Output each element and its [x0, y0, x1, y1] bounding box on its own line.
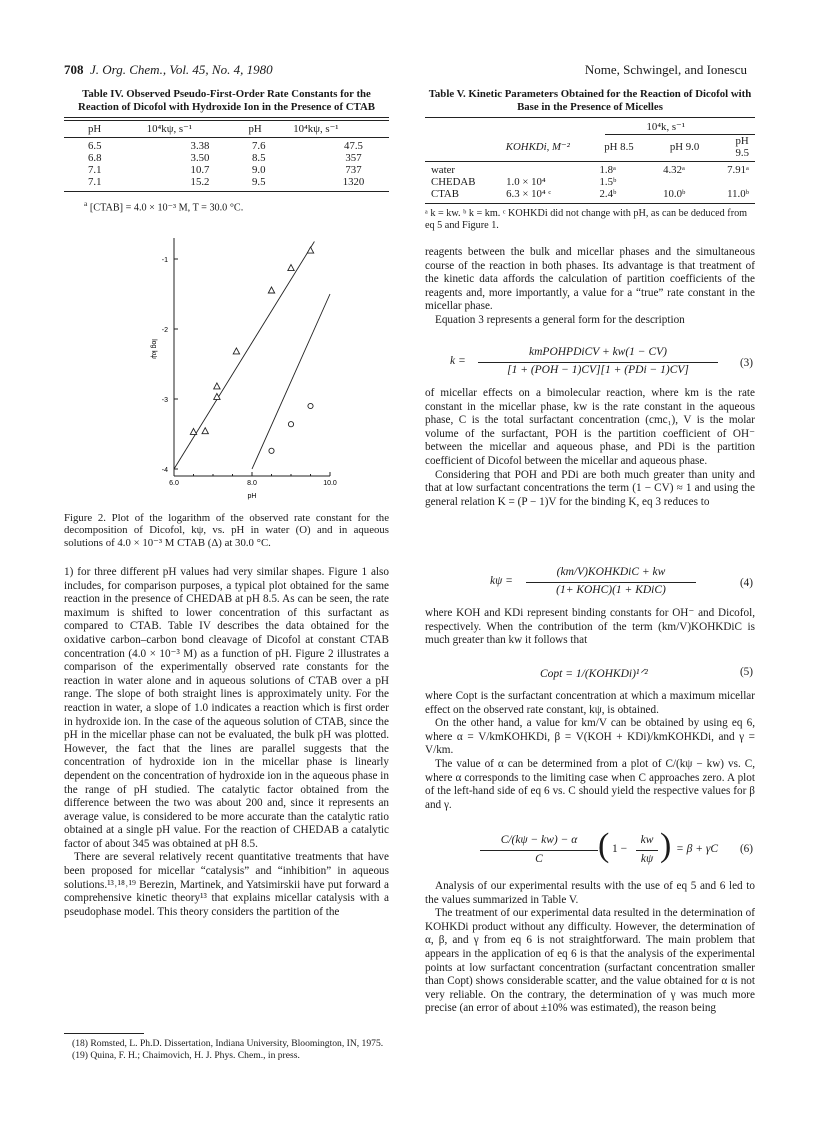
table-cell: 3.38	[190, 140, 210, 152]
table-iv	[64, 88, 389, 214]
table-cell: 47.5	[344, 140, 363, 152]
equation-4-lhs: kψ =	[490, 575, 513, 587]
table-cell: 357	[345, 152, 362, 164]
table-cell: 737	[345, 164, 362, 176]
paragraph: Equation 3 represents a general form for the description	[435, 313, 685, 326]
data-point-circle	[269, 448, 274, 453]
y-tick-label: -3	[161, 397, 168, 404]
x-tick-label: 10.0	[323, 480, 337, 487]
right-column-text-5	[425, 880, 755, 1016]
reference-item: (19) Quina, F. H.; Chaimovich, H. J. Phys. Chem., in press.	[72, 1049, 300, 1061]
reference-item: (18) Romsted, L. Ph.D. Dissertation, Indiana University, Bloomington, IN, 1975.	[72, 1038, 384, 1049]
table-cell: 9.5	[252, 176, 266, 188]
table-header: pH 9.0	[669, 141, 700, 153]
table-cell	[657, 176, 721, 188]
table-row	[64, 164, 389, 176]
right-column-text-2	[425, 387, 755, 509]
table-cell	[721, 176, 755, 188]
running-header-left	[64, 62, 273, 78]
paragraph: There are several relatively recent quantitative treatments that have been proposed for micellar “catalysis” and “inhibition” in aqueous solutions.¹³˒¹⁸˒¹⁹ Berezin, Martinek, and Yatsimirskii have put forward a comprehensive kinetic theory¹³ that explains micellar catalysis with a pseudophase model. This theory considers the partition of the	[64, 851, 389, 918]
table-header: pH 9.5	[735, 135, 749, 159]
equation-6-paren-right: )	[660, 827, 672, 864]
equation-6-numerator: C/(kψ − kw) − α	[500, 834, 578, 846]
equation-6-one-minus: 1 −	[612, 843, 628, 855]
table-cell: 7.1	[88, 176, 102, 188]
data-point-circle	[308, 403, 313, 408]
y-axis-label: log kψ	[150, 339, 157, 359]
table-v	[425, 88, 755, 232]
table-cell: 1.8ᵃ	[599, 164, 616, 176]
table-cell: 6.5	[88, 140, 102, 152]
equation-3-denominator: [1 + (POH − 1)CV][1 + (PDi − 1)CV]	[507, 364, 689, 376]
table-row	[64, 140, 389, 152]
equation-4-denominator: (1+ KOHC)(1 + KDiC)	[556, 584, 666, 596]
table-iv-caption: Table IV. Observed Pseudo-First-Order Rate Constants for the Reaction of Dicofol with Hydroxide Ion in the Presence of CTAB	[78, 88, 375, 113]
table-row	[425, 188, 755, 200]
table-cell: 11.0ᵇ	[727, 188, 749, 200]
y-tick-label: -4	[161, 467, 168, 474]
table-v-grid	[425, 135, 755, 159]
equation-6-kpsi: kψ	[640, 853, 654, 865]
right-column-text-1	[425, 246, 755, 328]
equation-5-number: (5)	[739, 666, 753, 678]
equation-3-numerator: kmPOHPDiCV + kw(1 − CV)	[529, 346, 667, 358]
fit-line	[252, 294, 330, 469]
table-v-footnote: ᵃ k = kw. ᵇ k = km. ᶜ KOHKDi did not change with pH, as can be deduced from eq 5 and Figure 1.	[425, 208, 748, 231]
table-header: pH	[248, 123, 262, 135]
table-header: pH	[88, 123, 102, 135]
paragraph: where Copt is the surfactant concentration at which a maximum micellar effect on the observed rate constant, kψ, is obtained.	[425, 690, 755, 716]
table-cell: 3.50	[190, 152, 210, 164]
table-iv-footnote: $^a$ [CTAB] = 4.0 × 10⁻³ M, T = 30.0 °C.	[84, 199, 244, 214]
data-point-triangle	[214, 383, 220, 389]
equation-6-kw: kw	[640, 834, 654, 846]
left-column-text	[64, 566, 389, 919]
equation-6-denominator: C	[535, 853, 543, 865]
equation-3-number: (3)	[739, 357, 753, 369]
equation-4-number: (4)	[739, 577, 753, 589]
table-cell: water	[431, 164, 455, 176]
y-tick-label: -2	[161, 327, 168, 334]
y-tick-label: -1	[161, 257, 168, 264]
table-cell: CHEDAB	[431, 176, 476, 188]
table-header: 10⁴kψ, s⁻¹	[146, 123, 193, 135]
page-number: 708	[64, 62, 84, 77]
paragraph: of micellar effects on a bimolecular reaction, where km is the rate constant in the micellar phase, kw is the rate constant in the aqueous phase, C is the total surfactant concentration (cmc₁), V is the molar volume of the surfactant, POH is the partition coefficient of OH⁻ between the micellar and aqueous phase, and PDi is the partition coefficient of Dicofol between the micellar and aqueous phase.	[425, 387, 755, 467]
x-tick-label: 6.0	[169, 480, 179, 487]
paragraph: The value of α can be determined from a plot of C/(kψ − kw) vs. C, where α corresponds to the limiting case when C approaches zero. A plot of the left-hand side of eq 6 vs. C should yield the respective values for β and γ.	[425, 757, 755, 811]
data-point-triangle	[288, 265, 294, 271]
data-point-triangle	[190, 428, 196, 434]
table-cell: 4.32ᵃ	[663, 164, 685, 176]
table-v-group-header: 10⁴k, s⁻¹	[646, 121, 685, 133]
paragraph: On the other hand, a value for km/V can be obtained by using eq 6, where α = V/kmKOHKDi, β = V(KOH + KDi)/kmKOHKDi, and γ = V/km.	[425, 717, 755, 757]
equation-5: Copt = 1/(KOHKDi)¹ᐟ²	[540, 668, 648, 680]
table-header: 10⁴kψ, s⁻¹	[293, 123, 339, 135]
table-row	[64, 152, 389, 164]
table-cell: 1320	[342, 176, 365, 188]
right-column-text-3	[425, 607, 755, 648]
table-cell: 8.5	[252, 152, 266, 164]
table-cell: CTAB	[431, 188, 459, 200]
paragraph: The treatment of our experimental data resulted in the determination of KOHKDi product without any difficulty. However, the determination of α, β, and γ from eq 6 is not straightforward. The main problem that appears in the application of eq 6 is that the analysis of the experimental points at low surfactant concentration (surfactant concentration smaller than Copt) shows considerable scatter, and the value obtained for α is not very reliable. On the contrary, the determination of γ was much more precise (an error of about ±10% was estimated), the reason being	[425, 907, 755, 1015]
paragraph: 1) for three different pH values had very similar shapes. Figure 1 also includes, for comparison purposes, a typical plot obtained for the same reaction in the presence of CHEDAB at pH 8.5. As can be seen, the rate maximum is shifted to lower concentration of this surfactant as compared to CTAB. Table IV describes the data obtained for the oxidative carbon–carbon bond cleavage of Dicofol at constant CTAB concentration (4.0 × 10⁻³ M) as a function of pH. Figure 2 illustrates a comparison of the experimentally observed rate constants for the reaction in water alone and in aqueous solutions of CTAB over a pH range. The slope of both straight lines is approximately unity. For the reaction in water, a slope of 1.0 indicates a reaction which is first order in hydroxide ion. In the case of the aqueous solution of CTAB, since the pH in the micellar phase can not be evaluated, the bulk pH was plotted. However, the fact that the lines are parallel suggests that the concentration of hydroxide ion in the micellar phase is linearly dependent on the concentration of hydroxide ion in the aqueous phase in the range of pH studied. The catalytic factor obtained from the difference between the two was about 200 and, since it represents an average value, is considered to be more accurate than the catalytic ratio obtained at a single pH value. For the reaction of CHEDAB a catalytic factor of about 345 was obtained at pH 8.5.	[64, 566, 389, 850]
x-tick-label: 8.0	[247, 480, 257, 487]
x-axis-label: pH	[247, 493, 257, 500]
table-v-caption: Table V. Kinetic Parameters Obtained for the Reaction of Dicofol with Base in the Presence of Micelles	[428, 88, 752, 113]
table-row	[64, 123, 389, 135]
table-header: pH 8.5	[604, 141, 634, 153]
table-cell: 10.0ᵇ	[663, 188, 686, 200]
paragraph: where KOH and KDi represent binding constants for OH⁻ and Dicofol, respectively. When the contribution of the term (km/V)KOHKDiC is much greater than kw it follows that	[425, 607, 755, 647]
equation-6-number: (6)	[739, 843, 753, 855]
equation-6-paren-left: (	[598, 827, 610, 864]
table-v-body	[425, 164, 755, 200]
right-column-text-4	[425, 690, 755, 812]
paragraph: reagents between the bulk and micellar phases and the simultaneous course of the reaction in both phases. Its advantage is that treatment of the kinetic data affords the calculation of partition coefficients of the reagents and, more importantly, a value for a “true” rate constant in the micellar phase.	[425, 246, 755, 313]
table-cell: 6.8	[88, 152, 102, 164]
equation-4-numerator: (km/V)KOHKDiC + kw	[556, 566, 666, 578]
table-cell: 7.1	[88, 164, 102, 176]
running-header-authors: Nome, Schwingel, and Ionescu	[584, 62, 747, 77]
table-cell: 1.5ᵇ	[599, 176, 617, 188]
table-iv-grid	[64, 123, 389, 135]
paragraph: Analysis of our experimental results with the use of eq 5 and 6 led to the values summarized in Table V.	[425, 880, 755, 906]
table-cell: 6.3 × 10⁴ ᶜ	[506, 188, 552, 200]
equation-6-rhs: = β + γC	[676, 843, 719, 855]
table-cell: 2.4ᵇ	[599, 188, 617, 200]
journal-citation: J. Org. Chem., Vol. 45, No. 4, 1980	[90, 62, 273, 77]
table-cell	[500, 164, 593, 176]
references	[64, 1038, 389, 1061]
data-point-triangle	[202, 428, 208, 434]
table-row	[64, 176, 389, 188]
table-cell: 9.0	[252, 164, 266, 176]
table-iv-footnote-text: [CTAB] = 4.0 × 10⁻³ M, T = 30.0 °C.	[89, 202, 244, 214]
figure-2-caption: Figure 2. Plot of the logarithm of the observed rate constant for the decomposition of Dicofol, kψ, vs. pH in water (O) and in aqueous solutions of 4.0 × 10⁻³ M CTAB (Δ) at 30.0 °C.	[64, 512, 389, 549]
data-point-circle	[288, 422, 293, 427]
table-row	[425, 135, 755, 159]
table-header: KOHKDi, M⁻²	[505, 141, 570, 153]
table-row	[425, 176, 755, 188]
data-point-triangle	[268, 287, 274, 293]
figure-2-plot	[140, 232, 340, 502]
equation-3-lhs: k =	[450, 355, 466, 367]
table-cell: 15.2	[190, 176, 210, 188]
table-cell: 10.7	[190, 164, 210, 176]
fit-line	[174, 242, 314, 470]
data-point-triangle	[307, 247, 313, 253]
table-cell: 7.91ᵃ	[727, 164, 749, 176]
table-row	[425, 164, 755, 176]
table-iv-body	[64, 140, 389, 188]
table-header	[425, 135, 500, 159]
data-point-triangle	[233, 348, 239, 354]
table-cell: 7.6	[252, 140, 266, 152]
table-cell: 1.0 × 10⁴	[506, 176, 546, 188]
paragraph: Considering that POH and PDi are both much greater than unity and that at low surfactant concentrations the term (1 − CV) ≈ 1 and using the general relation K = (P − 1)V for the binding K, eq 3 reduces to	[425, 468, 755, 508]
